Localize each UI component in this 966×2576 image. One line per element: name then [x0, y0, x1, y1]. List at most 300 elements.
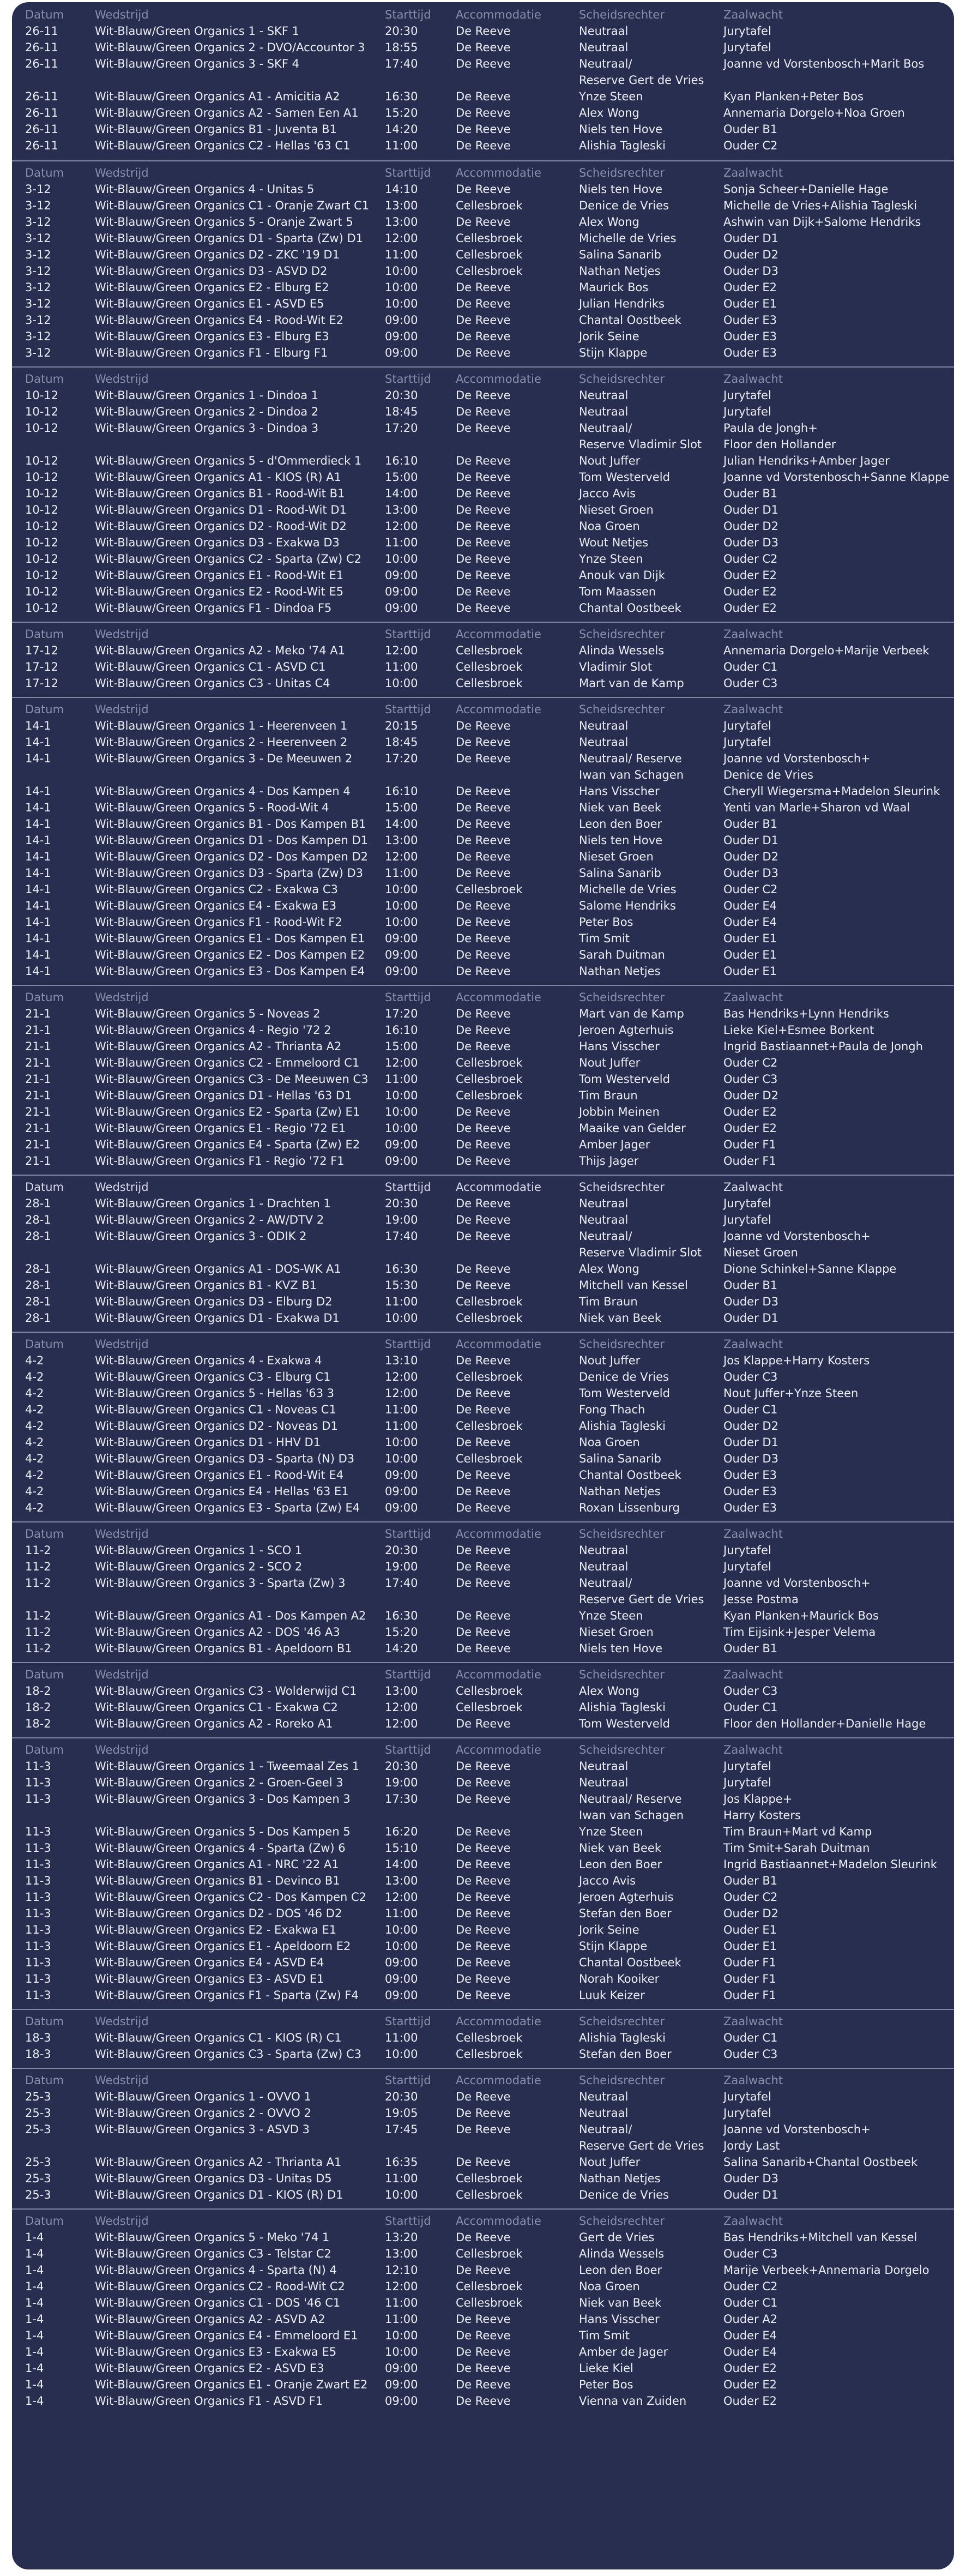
cell-time: 20:30: [385, 1197, 418, 1210]
cell-match: Wit-Blauw/Green Organics 5 - Oranje Zwart 5: [95, 215, 353, 228]
cell-referee: Ynze Steen: [579, 1609, 643, 1622]
column-header-referee: Scheidsrechter: [579, 372, 665, 386]
cell-hall-watch: Ouder C1: [723, 1701, 778, 1714]
column-header-date: Datum: [25, 991, 64, 1004]
cell-venue: De Reeve: [456, 471, 511, 484]
cell-hall-watch: Jurytafel: [723, 1560, 771, 1573]
cell-hall-watch: Jurytafel: [723, 2106, 771, 2120]
cell-time: 15:30: [385, 1279, 418, 1292]
column-header-row: [12, 1179, 954, 1195]
cell-time: 10:00: [385, 1923, 418, 1936]
cell-date: 11-3: [25, 1825, 51, 1838]
cell-date: 14-1: [25, 834, 51, 847]
column-header-hall-watch: Zaalwacht: [723, 703, 783, 716]
cell-venue: Cellesbroek: [456, 660, 523, 673]
table-row: [12, 2105, 954, 2121]
cell-hall-watch: Tim Smit+Sarah Duitman: [723, 1841, 870, 1855]
column-header-date: Datum: [25, 2015, 64, 2028]
column-header-time: Starttijd: [385, 8, 431, 21]
cell-hall-watch: Joanne vd Vorstenbosch+: [723, 1576, 871, 1590]
cell-date: 10-12: [25, 569, 59, 582]
table-row: [12, 783, 954, 799]
cell-match: Wit-Blauw/Green Organics E1 - Dos Kampen E1: [95, 932, 365, 945]
column-header-referee: Scheidsrechter: [579, 991, 665, 1004]
cell-time: 09:00: [385, 2394, 418, 2408]
table-row: [12, 2121, 954, 2138]
cell-date: 11-3: [25, 1972, 51, 1985]
cell-venue: De Reeve: [456, 2231, 511, 2244]
cell-time: 12:10: [385, 2264, 418, 2277]
cell-date: 4-2: [25, 1436, 44, 1449]
cell-match: Wit-Blauw/Green Organics B1 - Dos Kampen B1: [95, 817, 366, 830]
table-row: [12, 137, 954, 154]
cell-time: 13:20: [385, 2231, 418, 2244]
cell-venue: Cellesbroek: [456, 1701, 523, 1714]
cell-referee: Jacco Avis: [579, 487, 636, 500]
column-header-date: Datum: [25, 372, 64, 386]
cell-hall-watch: Ouder D2: [723, 1907, 778, 1920]
cell-hall-watch: Sonja Scheer+Danielle Hage: [723, 183, 889, 196]
column-header-time: Starttijd: [385, 1668, 431, 1681]
cell-time: 09:00: [385, 1989, 418, 2002]
column-header-venue: Accommodatie: [456, 1338, 541, 1351]
table-row: [12, 600, 954, 616]
cell-referee: Alex Wong: [579, 106, 639, 119]
table-row: [12, 1385, 954, 1401]
cell-hall-watch: Joanne vd Vorstenbosch+Sanne Klappe: [723, 471, 950, 484]
cell-time: 11:00: [385, 1419, 418, 1433]
cell-date: 28-1: [25, 1279, 51, 1292]
cell-time: 09:00: [385, 1972, 418, 1985]
cell-date: 11-2: [25, 1576, 51, 1590]
cell-referee: Leon den Boer: [579, 817, 662, 830]
cell-time: 13:10: [385, 1354, 418, 1367]
table-row: [12, 1823, 954, 1840]
cell-referee: Ynze Steen: [579, 90, 643, 103]
cell-match: Wit-Blauw/Green Organics A1 - KIOS (R) A1: [95, 471, 341, 484]
cell-hall-watch: Ouder D1: [723, 1436, 778, 1449]
cell-match: Wit-Blauw/Green Organics F1 - Rood-Wit F2: [95, 916, 342, 929]
column-header-hall-watch: Zaalwacht: [723, 2214, 783, 2228]
cell-date: 11-3: [25, 1956, 51, 1969]
cell-time: 17:20: [385, 752, 418, 765]
cell-hall-watch: Ouder A2: [723, 2313, 778, 2326]
cell-date: 11-3: [25, 1760, 51, 1773]
cell-referee: Denice de Vries: [579, 2188, 669, 2201]
cell-venue: De Reeve: [456, 57, 511, 70]
cell-venue: Cellesbroek: [456, 2031, 523, 2044]
cell-referee: Vladimir Slot: [579, 660, 653, 673]
table-row: [12, 1401, 954, 1418]
cell-venue: Cellesbroek: [456, 2296, 523, 2309]
cell-referee: Anouk van Dijk: [579, 569, 665, 582]
cell-hall-watch: Ouder E2: [723, 2394, 777, 2408]
table-row: [12, 567, 954, 583]
cell-venue: De Reeve: [456, 106, 511, 119]
cell-time: 16:30: [385, 1609, 418, 1622]
table-row: [12, 1293, 954, 1310]
cell-hall-watch: Jurytafel: [723, 1213, 771, 1226]
cell-venue: De Reeve: [456, 601, 511, 615]
table-row: [12, 1716, 954, 1732]
cell-match: Wit-Blauw/Green Organics E1 - Oranje Zwart E2: [95, 2378, 368, 2391]
cell-referee: Amber Jager: [579, 1138, 650, 1151]
cell-match: Wit-Blauw/Green Organics C1 - Exakwa C2: [95, 1701, 338, 1714]
cell-venue: De Reeve: [456, 389, 511, 402]
table-row: [12, 312, 954, 328]
column-header-venue: Accommodatie: [456, 8, 541, 21]
column-header-hall-watch: Zaalwacht: [723, 1181, 783, 1194]
cell-referee: Hans Visscher: [579, 785, 660, 798]
cell-date: 21-1: [25, 1056, 51, 1069]
cell-venue: De Reeve: [456, 1717, 511, 1730]
cell-date: 10-12: [25, 405, 59, 418]
match-block: [12, 622, 954, 695]
table-row: [12, 263, 954, 279]
cell-hall-watch: Ouder C1: [723, 1403, 778, 1416]
cell-time: 17:45: [385, 2123, 418, 2136]
cell-time: 11:00: [385, 2296, 418, 2309]
column-header-venue: Accommodatie: [456, 1181, 541, 1194]
cell-venue: De Reeve: [456, 1858, 511, 1871]
cell-venue: De Reeve: [456, 2106, 511, 2120]
cell-venue: Cellesbroek: [456, 199, 523, 212]
cell-referee: Noa Groen: [579, 1436, 640, 1449]
cell-match: Wit-Blauw/Green Organics B1 - KVZ B1: [95, 1279, 317, 1292]
match-block: [12, 7, 954, 160]
cell-hall-watch: Ouder E1: [723, 932, 777, 945]
column-header-venue: Accommodatie: [456, 1668, 541, 1681]
cell-time: 11:00: [385, 536, 418, 549]
cell-hall-watch: Ouder C3: [723, 1370, 778, 1383]
cell-venue: De Reeve: [456, 1468, 511, 1482]
cell-hall-watch: Jurytafel: [723, 719, 771, 732]
table-row: [12, 1310, 954, 1326]
cell-date: 28-1: [25, 1197, 51, 1210]
cell-referee: Jorik Seine: [579, 1923, 639, 1936]
cell-hall-watch: Tim Eijsink+Jesper Velema: [723, 1626, 876, 1639]
cell-time: 12:00: [385, 1717, 418, 1730]
column-header-venue: Accommodatie: [456, 166, 541, 179]
cell-hall-watch: Ouder F1: [723, 1956, 776, 1969]
cell-referee: Neutraal/: [579, 57, 632, 70]
cell-date: 11-2: [25, 1560, 51, 1573]
table-row: [12, 328, 954, 345]
cell-match: Wit-Blauw/Green Organics E3 - Sparta (Zw) E4: [95, 1501, 360, 1514]
cell-venue: De Reeve: [456, 2329, 511, 2342]
cell-referee: Neutraal: [579, 2090, 629, 2103]
column-header-hall-watch: Zaalwacht: [723, 628, 783, 641]
match-block: [12, 1737, 954, 2007]
cell-venue: De Reeve: [456, 2394, 511, 2408]
table-row: [12, 1987, 954, 2003]
column-header-time: Starttijd: [385, 2015, 431, 2028]
cell-match: Wit-Blauw/Green Organics E1 - Regio '72 E1: [95, 1122, 346, 1135]
cell-referee: Neutraal: [579, 2106, 629, 2120]
cell-time: 14:00: [385, 1858, 418, 1871]
cell-referee: Salina Sanarib: [579, 248, 661, 261]
cell-date: 4-2: [25, 1452, 44, 1465]
table-row: [12, 2138, 954, 2154]
cell-date: 28-1: [25, 1262, 51, 1275]
cell-venue: Cellesbroek: [456, 1419, 523, 1433]
cell-referee: Reserve Gert de Vries: [579, 2139, 704, 2152]
cell-match: Wit-Blauw/Green Organics 3 - Sparta (Zw) 3: [95, 1576, 346, 1590]
cell-venue: De Reeve: [456, 2264, 511, 2277]
table-row: [12, 214, 954, 230]
cell-date: 14-1: [25, 899, 51, 912]
table-row: [12, 1434, 954, 1450]
cell-venue: De Reeve: [456, 1105, 511, 1118]
column-header-hall-watch: Zaalwacht: [723, 372, 783, 386]
cell-match: Wit-Blauw/Green Organics 2 - OVVO 2: [95, 2106, 311, 2120]
cell-venue: De Reeve: [456, 536, 511, 549]
cell-date: 10-12: [25, 585, 59, 598]
cell-venue: De Reeve: [456, 948, 511, 961]
cell-referee: Ynze Steen: [579, 552, 643, 565]
cell-match: Wit-Blauw/Green Organics C2 - Rood-Wit C2: [95, 2280, 345, 2293]
cell-hall-watch: Ouder E2: [723, 1122, 777, 1135]
cell-date: 26-11: [25, 90, 59, 103]
table-row: [12, 1558, 954, 1575]
cell-match: Wit-Blauw/Green Organics A2 - Roreko A1: [95, 1717, 333, 1730]
cell-hall-watch: Joanne vd Vorstenbosch+Marit Bos: [723, 57, 925, 70]
cell-hall-watch: Ouder E3: [723, 330, 777, 343]
table-row: [12, 197, 954, 214]
table-row: [12, 404, 954, 420]
cell-hall-watch: Ouder E2: [723, 2362, 777, 2375]
column-header-hall-watch: Zaalwacht: [723, 1527, 783, 1540]
cell-hall-watch: Ouder E1: [723, 1923, 777, 1936]
cell-time: 10:00: [385, 264, 418, 278]
cell-date: 11-2: [25, 1642, 51, 1655]
cell-referee: Nieset Groen: [579, 850, 654, 863]
column-header-hall-watch: Zaalwacht: [723, 166, 783, 179]
cell-referee: Neutraal/: [579, 1230, 632, 1243]
cell-referee: Reserve Vladimir Slot: [579, 1246, 702, 1259]
cell-date: 11-3: [25, 1776, 51, 1789]
cell-date: 3-12: [25, 297, 51, 310]
cell-date: 14-1: [25, 801, 51, 814]
cell-date: 4-2: [25, 1387, 44, 1400]
table-row: [12, 1136, 954, 1153]
cell-referee: Neutraal: [579, 389, 629, 402]
cell-time: 09:00: [385, 2362, 418, 2375]
table-row: [12, 1277, 954, 1293]
table-row: [12, 718, 954, 734]
cell-match: Wit-Blauw/Green Organics E4 - Sparta (Zw) E2: [95, 1138, 360, 1151]
cell-date: 4-2: [25, 1501, 44, 1514]
cell-referee: Leon den Boer: [579, 2264, 662, 2277]
column-header-hall-watch: Zaalwacht: [723, 2015, 783, 2028]
column-header-venue: Accommodatie: [456, 372, 541, 386]
table-row: [12, 453, 954, 469]
cell-match: Wit-Blauw/Green Organics D3 - ASVD D2: [95, 264, 328, 278]
cell-referee: Tom Westerveld: [579, 471, 670, 484]
column-header-time: Starttijd: [385, 991, 431, 1004]
column-header-match: Wedstrijd: [95, 703, 149, 716]
cell-date: 3-12: [25, 248, 51, 261]
cell-match: Wit-Blauw/Green Organics 2 - DVO/Accountor 3: [95, 41, 365, 54]
cell-time: 13:00: [385, 1874, 418, 1887]
cell-time: 12:00: [385, 1056, 418, 1069]
cell-hall-watch: Ouder D2: [723, 850, 778, 863]
cell-date: 10-12: [25, 389, 59, 402]
cell-venue: Cellesbroek: [456, 2280, 523, 2293]
cell-hall-watch: Nout Juffer+Ynze Steen: [723, 1387, 859, 1400]
cell-match: Wit-Blauw/Green Organics 3 - Dindoa 3: [95, 422, 319, 435]
match-block: [12, 697, 954, 983]
cell-venue: Cellesbroek: [456, 1295, 523, 1308]
cell-time: 16:30: [385, 90, 418, 103]
cell-time: 15:00: [385, 801, 418, 814]
cell-match: Wit-Blauw/Green Organics C3 - Telstar C2: [95, 2247, 331, 2260]
match-block: [12, 1332, 954, 1519]
cell-time: 10:00: [385, 1122, 418, 1135]
cell-venue: De Reeve: [456, 520, 511, 533]
column-header-venue: Accommodatie: [456, 703, 541, 716]
cell-referee: Neutraal/: [579, 2123, 632, 2136]
cell-referee: Nout Juffer: [579, 2156, 641, 2169]
cell-match: Wit-Blauw/Green Organics D2 - DOS '46 D2: [95, 1907, 342, 1920]
table-row: [12, 2344, 954, 2360]
cell-match: Wit-Blauw/Green Organics 1 - Heerenveen 1: [95, 719, 348, 732]
cell-match: Wit-Blauw/Green Organics D1 - Sparta (Zw) D1: [95, 232, 363, 245]
cell-date: 10-12: [25, 601, 59, 615]
cell-referee: Stefan den Boer: [579, 2048, 672, 2061]
cell-match: Wit-Blauw/Green Organics E2 - ASVD E3: [95, 2362, 324, 2375]
cell-venue: De Reeve: [456, 1230, 511, 1243]
cell-time: 15:00: [385, 1040, 418, 1053]
cell-hall-watch: Ouder B1: [723, 123, 778, 136]
cell-hall-watch: Ouder B1: [723, 487, 778, 500]
cell-hall-watch: Ouder F1: [723, 1154, 776, 1167]
column-header-time: Starttijd: [385, 628, 431, 641]
cell-match: Wit-Blauw/Green Organics 5 - Dos Kampen 5: [95, 1825, 351, 1838]
cell-hall-watch: Jurytafel: [723, 736, 771, 749]
match-block: [12, 2009, 954, 2066]
cell-hall-watch: Ouder E4: [723, 899, 777, 912]
cell-referee: Neutraal: [579, 405, 629, 418]
cell-hall-watch: Ouder E2: [723, 569, 777, 582]
cell-hall-watch: Ouder C3: [723, 2247, 778, 2260]
cell-date: 14-1: [25, 883, 51, 896]
cell-date: 3-12: [25, 281, 51, 294]
match-block: [12, 1662, 954, 1735]
column-header-time: Starttijd: [385, 1338, 431, 1351]
table-row: [12, 534, 954, 551]
cell-date: 14-1: [25, 948, 51, 961]
table-row: [12, 1591, 954, 1608]
cell-referee: Mart van de Kamp: [579, 1007, 684, 1020]
cell-match: Wit-Blauw/Green Organics D3 - Sparta (N) D3: [95, 1452, 355, 1465]
table-row: [12, 2030, 954, 2046]
cell-venue: De Reeve: [456, 1436, 511, 1449]
table-row: [12, 1006, 954, 1022]
cell-hall-watch: Bas Hendriks+Mitchell van Kessel: [723, 2231, 917, 2244]
cell-referee: Noa Groen: [579, 520, 640, 533]
column-header-hall-watch: Zaalwacht: [723, 1668, 783, 1681]
cell-match: Wit-Blauw/Green Organics D3 - Unitas D5: [95, 2172, 332, 2185]
column-header-row: [12, 2072, 954, 2089]
cell-referee: Denice de Vries: [579, 1370, 669, 1383]
cell-match: Wit-Blauw/Green Organics C2 - Dos Kampen C2: [95, 1891, 367, 1904]
column-header-match: Wedstrijd: [95, 8, 149, 21]
cell-match: Wit-Blauw/Green Organics D1 - Rood-Wit D1: [95, 503, 347, 516]
cell-venue: Cellesbroek: [456, 1684, 523, 1698]
cell-hall-watch: Jurytafel: [723, 1760, 771, 1773]
cell-date: 1-4: [25, 2247, 44, 2260]
column-header-time: Starttijd: [385, 703, 431, 716]
column-header-row: [12, 371, 954, 387]
column-header-hall-watch: Zaalwacht: [723, 991, 783, 1004]
column-header-row: [12, 2013, 954, 2030]
cell-hall-watch: Denice de Vries: [723, 768, 813, 781]
cell-match: Wit-Blauw/Green Organics A2 - Thrianta A1: [95, 2156, 342, 2169]
cell-hall-watch: Ouder D3: [723, 2172, 778, 2185]
cell-date: 11-3: [25, 1841, 51, 1855]
cell-match: Wit-Blauw/Green Organics E4 - Exakwa E3: [95, 899, 337, 912]
cell-time: 11:00: [385, 660, 418, 673]
cell-date: 14-1: [25, 866, 51, 880]
cell-date: 11-3: [25, 1940, 51, 1953]
table-row: [12, 2262, 954, 2278]
cell-venue: De Reeve: [456, 454, 511, 467]
table-row: [12, 1971, 954, 1987]
cell-hall-watch: Jos Klappe+Harry Kosters: [723, 1354, 870, 1367]
cell-date: 28-1: [25, 1311, 51, 1325]
cell-date: 25-3: [25, 2156, 51, 2169]
cell-referee: Mitchell van Kessel: [579, 1279, 688, 1292]
table-row: [12, 734, 954, 750]
cell-venue: De Reeve: [456, 2156, 511, 2169]
cell-hall-watch: Jesse Postma: [723, 1593, 799, 1606]
cell-hall-watch: Ouder E1: [723, 965, 777, 978]
cell-venue: De Reeve: [456, 1122, 511, 1135]
cell-venue: De Reeve: [456, 866, 511, 880]
table-row: [12, 1153, 954, 1169]
cell-match: Wit-Blauw/Green Organics F1 - Elburg F1: [95, 346, 328, 359]
table-row: [12, 279, 954, 296]
cell-date: 11-3: [25, 1989, 51, 2002]
cell-match: Wit-Blauw/Green Organics E1 - ASVD E5: [95, 297, 324, 310]
cell-referee: Noa Groen: [579, 2280, 640, 2293]
cell-date: 1-4: [25, 2296, 44, 2309]
cell-referee: Luuk Keizer: [579, 1989, 645, 2002]
table-row: [12, 2229, 954, 2246]
cell-time: 20:30: [385, 389, 418, 402]
table-row: [12, 675, 954, 691]
cell-venue: De Reeve: [456, 1874, 511, 1887]
cell-match: Wit-Blauw/Green Organics E2 - Sparta (Zw) E1: [95, 1105, 360, 1118]
cell-referee: Tim Braun: [579, 1089, 638, 1102]
cell-match: Wit-Blauw/Green Organics D2 - Noveas D1: [95, 1419, 338, 1433]
table-row: [12, 1873, 954, 1889]
cell-time: 12:00: [385, 232, 418, 245]
cell-time: 11:00: [385, 2172, 418, 2185]
table-row: [12, 1261, 954, 1277]
cell-venue: De Reeve: [456, 1387, 511, 1400]
cell-match: Wit-Blauw/Green Organics D1 - Dos Kampen D1: [95, 834, 369, 847]
cell-hall-watch: Ouder C3: [723, 1073, 778, 1086]
cell-hall-watch: Ingrid Bastiaannet+Madelon Sleurink: [723, 1858, 937, 1871]
column-header-hall-watch: Zaalwacht: [723, 1743, 783, 1756]
cell-match: Wit-Blauw/Green Organics E4 - ASVD E4: [95, 1956, 324, 1969]
cell-date: 3-12: [25, 232, 51, 245]
table-row: [12, 518, 954, 534]
cell-date: 26-11: [25, 25, 59, 38]
cell-date: 10-12: [25, 552, 59, 565]
